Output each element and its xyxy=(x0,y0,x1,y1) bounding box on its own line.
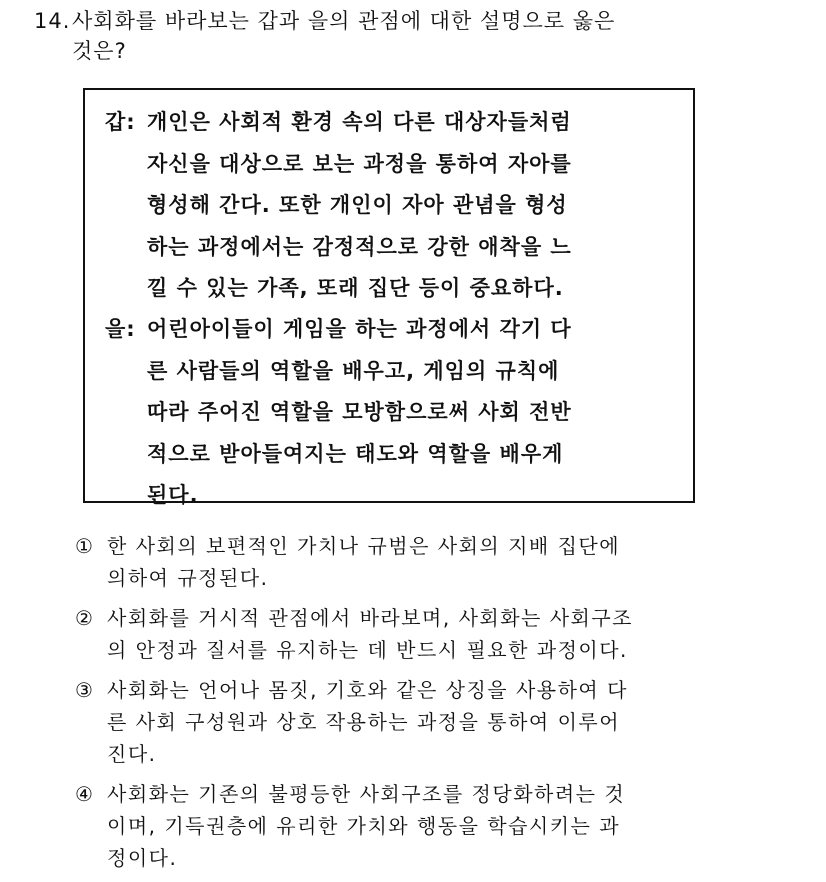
option-4[interactable] xyxy=(75,778,795,874)
passage-line: 하는 과정에서는 감정적으로 강한 애착을 느 xyxy=(147,234,572,259)
option-line: 사회화를 거시적 관점에서 바라보며, 사회화는 사회구조 xyxy=(107,606,634,630)
option-marker: ② xyxy=(75,606,95,630)
question-number: 14. xyxy=(34,9,71,33)
option-line: 진다. xyxy=(107,742,157,766)
option-line: 사회화는 언어나 몸짓, 기호와 같은 상징을 사용하여 다 xyxy=(107,678,628,702)
option-line: 의하여 규정된다. xyxy=(107,566,269,590)
option-line: 의 안정과 질서를 유지하는 데 반드시 필요한 과정이다. xyxy=(107,638,628,662)
passage-line: 자신을 대상으로 보는 과정을 통하여 자아를 xyxy=(147,151,572,176)
passage-line: 어린아이들이 게임을 하는 과정에서 각기 다 xyxy=(147,317,572,341)
option-line: 이며, 기득권층에 유리한 가치와 행동을 학습시키는 과 xyxy=(107,814,621,838)
passage-line: 적으로 받아들여지는 태도와 역할을 배우게 xyxy=(147,441,564,466)
option-marker: ④ xyxy=(75,782,95,806)
passage-eul xyxy=(105,309,572,517)
answer-options xyxy=(75,530,795,882)
option-line: 른 사회 구성원과 상호 작용하는 과정을 통하여 이루어 xyxy=(107,710,621,734)
question-stem xyxy=(34,6,794,66)
option-3[interactable] xyxy=(75,674,795,770)
passage-line: 된다. xyxy=(147,483,199,507)
passage-gap xyxy=(105,102,572,310)
passage-line: 형성해 간다. 또한 개인이 자아 관념을 형성 xyxy=(147,193,568,217)
question-text-line: 사회화를 바라보는 갑과 을의 관점에 대한 설명으로 옳은 xyxy=(72,9,616,33)
question-text-line: 것은? xyxy=(72,39,127,63)
option-line: 한 사회의 보편적인 가치나 규범은 사회의 지배 집단에 xyxy=(107,534,621,558)
passage-line: 른 사람들의 역할을 배우고, 게임의 규칙에 xyxy=(147,358,560,383)
passage-label: 갑: xyxy=(105,110,136,134)
option-marker: ① xyxy=(75,534,95,558)
passage-line: 개인은 사회적 환경 속의 다른 대상자들처럼 xyxy=(147,110,572,134)
option-1[interactable] xyxy=(75,530,795,594)
passage-box xyxy=(83,88,695,507)
option-marker: ③ xyxy=(75,678,95,702)
option-2[interactable] xyxy=(75,602,795,666)
passage-line: 낄 수 있는 가족, 또래 집단 등이 중요하다. xyxy=(147,276,564,300)
option-line: 정이다. xyxy=(107,846,178,870)
option-line: 사회화는 기존의 불평등한 사회구조를 정당화하려는 것 xyxy=(107,782,626,806)
passage-label: 을: xyxy=(105,317,136,341)
passage-line: 따라 주어진 역할을 모방함으로써 사회 전반 xyxy=(147,400,572,424)
